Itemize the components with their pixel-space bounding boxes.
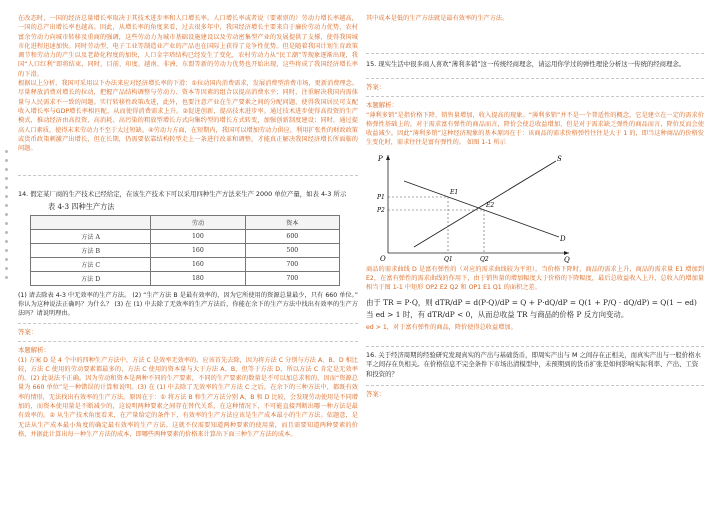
demand-label: D bbox=[560, 234, 566, 243]
table-header-cell: 资本 bbox=[245, 215, 339, 229]
intro-paragraph-2: 根据以上分析，我国可采用以下办法来应对经济增长率的下滑：①拉动国内消费需求，发展消费型消费市场，更新消费理念。尽量释放消费对增长的拉动，把握产品结构调整与劳动力、资本等因素的组合以提高消费水平；同时，注重解决我国内需体量与人民需求不一致的问题。实行转移性政策改进，此外，也要注意产业在生产要素之间的分配问题，使得我国居民可支配收入增长率与GDP增长率相匹配，从而使得消费需求上升。②促进创新，提高技术进步率。通过技术进步使得高投资的生产模式，推动经济由高投资、高消耗、高污染的粗放型增长方式向集约型的增长方式转变，加强创新制度建设；同时，通过提高人口素质，使得未来劳动力不至于太过短缺。④劳动力方面，在短期内，我国可以增加劳动力供应，利用扩张性的财政政策或货币政策刺激产出增长，但在长期，仍需要依靠结构转型走上一条进行改革和调整，才能真正解决我国经济增长所面临的问题。 bbox=[18, 80, 358, 153]
question-14-analysis: (1) 方案 D 是 4 个中的四种生产方法中，方法 C 是效率无效率的，应该首先去除，因为将方法 C 分别与方法 A、B、D 相比较，方法 C 使用的劳动要素都最多的，方法 C 使用的资本量与大于方法 A、B，但等于方法 D，所以方法 C 肯定是无效率的。(2) 此说法不正确。因为劳动和资本是两种不同的生产要素，不同的生产要素的数量是不可以加总求和的，因而“资源总量为 660 单位”是一种错误的计算和说明。(3) 在 (1) 中去除了无效率的生产方法 C 之后，在余下的三种方法中，都既有效率的情形，无法找出有效率的生产方法。原因在于：① 将方法 B 和生产方法分别 A、B 和 D 比较，会发现劳动使用是不同增加的，而资本使用量是不断减少的，这说明两种要素之间存在替代关系，在这种情况下，不可能直接判断出哪一种方法是最有效率的。② 从生产技术角度看来，在产量给定的条件下，有效率的生产方法应该是生产成本最小的生产方法。依题意，是无法从生产成本最小角度的确定最有效率的生产方法。这就不仅需要知道两种要素的使用量，而且需要知道两种要素的价格，并据此计算出每一种生产方法的成本，即哪些两种要素的价格来计算出下面三种生产方法的成本。 bbox=[18, 356, 358, 438]
question-16-text: 16. 关于经济周期的经验研究发现真实的产出与基础货币，即周实产出与 M 之间存在正相关，而真实产出与一般价格水平之间存在负相关。在价格信息不完全条件下市场出清模型中，未预期到的货币扩张是如何影响实际利率、产出、工资和投资的？ bbox=[366, 350, 701, 378]
price-label-p2: P2 bbox=[377, 206, 385, 214]
origin-label: O bbox=[380, 254, 386, 263]
section-divider bbox=[18, 341, 358, 342]
section-divider bbox=[366, 346, 704, 347]
section-divider bbox=[18, 323, 358, 324]
table-row bbox=[31, 243, 340, 257]
table-cell: 方法 B bbox=[31, 243, 151, 257]
elasticity-condition: 当 ed > 1 时，有 dTR/dP < 0，从而总收益 TR 与商品的价格 P 反方向变动。 bbox=[366, 309, 629, 319]
question-14-text: 14. 假定某厂商的生产技术已经给定，在该生产技术下可以采用四种生产方法来生产 2000 单位产量，如表 4-3 所示 bbox=[18, 190, 347, 199]
answer-label: 答案： bbox=[18, 327, 38, 336]
intro-paragraph-1: 在改态时，一国的经济总量增长率取决于其技术进步率和人口增长率。人口增长率或者说（要素禀的）劳动力增长率越高，一国的总产出增长率也越高。因此，从增长率的角度来看，过去很多年中，我国经济增长主要来自于廉价劳动力优势、农村富余劳动力向城市转移及重商的强调，这些劳动力为城市基础设施建设以及劳动密集型产业的发展提供了支撑，使得我国城市化进程迅速加快。同时劳动型、电子工业等制造业产业的产品也在国际上获得了竞争性优势。但是随着我国计划生育政策调节和劳动力的产生以及老龄化程度的加快，人口金字塔结构已经发生了变化，农村劳动力从“民工潮”等现象逐渐出现，我国“人口红利”即将结束，同时，目前、印度、越南、非洲、东盟等新的劳动力优势也开始出现，这些将成了我国经济增长率的下滑。 bbox=[18, 15, 358, 78]
table-cell: 方法 D bbox=[31, 271, 151, 285]
analysis-label: 本题解析： bbox=[18, 346, 50, 355]
section-divider bbox=[366, 53, 704, 54]
right-column bbox=[366, 14, 704, 400]
section-divider bbox=[366, 78, 704, 79]
x-axis-label: Q bbox=[564, 255, 570, 263]
table-cell: 700 bbox=[245, 271, 339, 285]
binding-margin-marks bbox=[5, 150, 9, 260]
supply-curve bbox=[414, 161, 556, 247]
point-label-e2: E2 bbox=[486, 201, 495, 209]
section-divider bbox=[366, 96, 704, 97]
table-cell: 160 bbox=[151, 257, 245, 271]
table-cell: 180 bbox=[151, 271, 245, 285]
table-header-cell: 劳动 bbox=[151, 215, 245, 229]
table-row bbox=[31, 229, 340, 243]
answer-label: 答案： bbox=[366, 390, 386, 399]
table-cell: 600 bbox=[245, 229, 339, 243]
table-header-cell bbox=[31, 215, 151, 229]
table-cell: 500 bbox=[245, 243, 339, 257]
production-methods-table bbox=[30, 215, 340, 286]
question-14-subquestions: (1) 请去除表 4-3 中无效率的生产方法。 (2) “生产方法 B 是最有效率的，因为它所使用的资源总量最少，只有 660 单位。” 你认为这种说法正确吗？为什么？ (3) 在 (1) 中去除了无效率的生产方法后，你能在余下的生产方法中找出有效率的生产方法吗？请说明理由。 bbox=[18, 291, 358, 318]
demand-curve bbox=[404, 181, 559, 237]
answer-label: 答案： bbox=[366, 82, 386, 91]
table-cell: 方法 A bbox=[31, 229, 151, 243]
section-divider bbox=[18, 175, 358, 176]
question-15-text: 15. 现实生活中很多商人喜欢“薄利多销”这一传统经商理念，请运用你学过的弹性理论分析这一传统的经商理念。 bbox=[366, 60, 686, 69]
table-cell: 100 bbox=[151, 229, 245, 243]
table-row bbox=[31, 271, 340, 285]
question-15-analysis: “薄利多销”是指价格下降、销售量增加，收入提高的现象。“薄利多销”并不是一个普适性的概念，它是建立在一定的需求价格弹性基础上的，对于需求富有弹性的商品而言，降价会使总收益增加，但是对于需求缺乏弹性的商品而言，降价反而会使收益减少。因此“薄利多销”这种经济现象的基本原因在于：该商品的需求价格弹性往往是大于 1 的，即当这种商品的价格发生变化时，需求往往是富有弹性的。 如图 1-1 所示 bbox=[366, 111, 704, 147]
table-cell: 方法 C bbox=[31, 257, 151, 271]
figure-explanation: 商品的需求曲线 D 是富有弹性的（对应的需求曲线较为平坦）。当价格下降时，商品的需求上升，商品的需求量 E1 增加到 E2，在富有弹性的需求曲线的作用下，由于销售量的增加幅度大于价格的下降幅度，最后总收益收入上升，总收入的增加量相当于图 1-1 中矩形 OP2 E2 Q2 和 OP1 E1 Q1 的面积之差。 bbox=[366, 265, 704, 292]
table-cell: 700 bbox=[245, 257, 339, 271]
quantity-label-q1: Q1 bbox=[444, 255, 453, 263]
point-label-e1: E1 bbox=[450, 188, 459, 196]
quantity-label-q2: Q2 bbox=[480, 255, 489, 263]
table-header-row bbox=[31, 215, 340, 229]
y-axis-arrow-icon bbox=[386, 155, 390, 160]
revenue-formula: 由于 TR = P·Q，则 dTR/dP = d(P·Q)/dP = Q + P·dQ/dP = Q(1 + P/Q · dQ/dP) = Q(1 − ed) bbox=[366, 297, 697, 307]
table-cell: 160 bbox=[151, 243, 245, 257]
supply-demand-figure bbox=[374, 151, 574, 263]
section-divider bbox=[366, 385, 704, 386]
continued-answer-line: 其中成本是低的生产方法就是最有效率的生产方法。 bbox=[366, 15, 509, 22]
y-axis-label: P bbox=[378, 154, 383, 163]
analysis-label: 本题解析： bbox=[366, 101, 398, 110]
table-row bbox=[31, 257, 340, 271]
left-column bbox=[18, 14, 358, 439]
table-title: 表 4-3 四种生产方法 bbox=[48, 201, 115, 211]
supply-label: S bbox=[557, 154, 562, 163]
conclusion-line: ed > 1，对于富有弹性的商品，降价使得总收益增加。 bbox=[366, 323, 517, 331]
x-axis-arrow-icon bbox=[564, 251, 569, 255]
price-label-p1: P1 bbox=[377, 193, 385, 201]
